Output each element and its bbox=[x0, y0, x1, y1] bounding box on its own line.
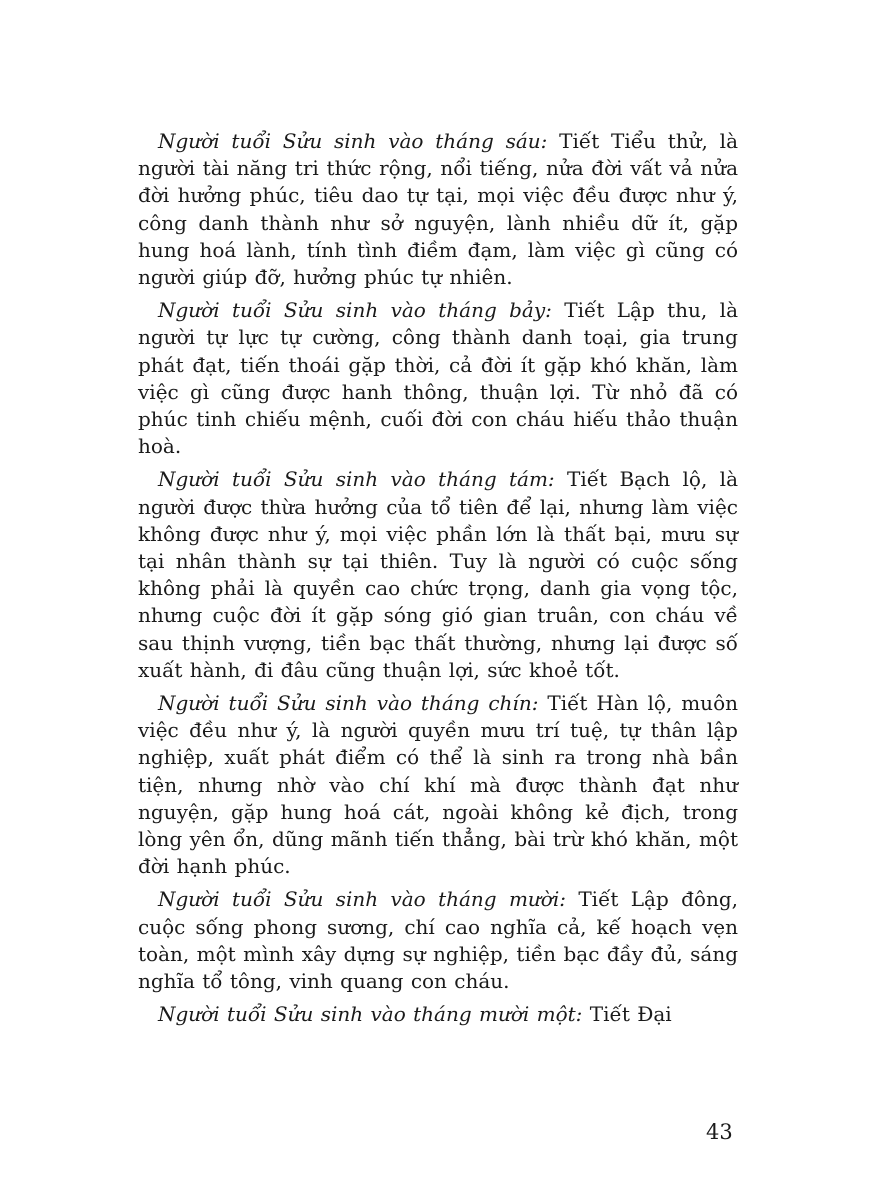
paragraph-month-7 bbox=[138, 297, 738, 460]
paragraph-lead: Người tuổi Sửu sinh vào tháng tám: bbox=[158, 467, 555, 492]
paragraph-text: Tiết Đại bbox=[582, 1002, 672, 1027]
paragraph-month-10 bbox=[138, 886, 738, 995]
paragraph-lead: Người tuổi Sửu sinh vào tháng mười một: bbox=[158, 1002, 583, 1027]
paragraph-text: Tiết Hàn lộ, muôn việc đều như ý, là người quyền mưu trí tuệ, tự thân lập nghiệp, xuất phát điểm có thể là sinh ra trong nhà bần tiện, nhưng nhờ vào chí khí mà được thành đạt như nguyện, gặp hung hoá cát, ngoài không kẻ địch, trong lòng yên ổn, dũng mãnh tiến thẳng, bài trừ khó khăn, một đời hạnh phúc. bbox=[138, 691, 738, 879]
page-body bbox=[138, 128, 738, 1035]
paragraph-lead: Người tuổi Sửu sinh vào tháng sáu: bbox=[158, 129, 548, 153]
page-number: 43 bbox=[706, 1120, 733, 1144]
paragraph-lead: Người tuổi Sửu sinh vào tháng bảy: bbox=[158, 298, 552, 323]
paragraph-lead: Người tuổi Sửu sinh vào tháng chín: bbox=[158, 691, 539, 716]
paragraph-month-6 bbox=[138, 128, 738, 291]
paragraph-month-9 bbox=[138, 690, 738, 880]
paragraph-month-8 bbox=[138, 466, 738, 684]
paragraph-text: Tiết Tiểu thử, là người tài năng tri thức rộng, nổi tiếng, nửa đời vất vả nửa đời hưởng phúc, tiêu dao tự tại, mọi việc đều được như ý, công danh thành như sở nguyện, lành nhiều dữ ít, gặp hung hoá lành, tính tình điềm đạm, làm việc gì cũng có người giúp đỡ, hưởng phúc tự nhiên. bbox=[138, 129, 738, 290]
paragraph-text: Tiết Lập đông, cuộc sống phong sương, chí cao nghĩa cả, kế hoạch vẹn toàn, một mình xây dựng sự nghiệp, tiền bạc đầy đủ, sáng nghĩa tổ tông, vinh quang con cháu. bbox=[138, 887, 739, 994]
paragraph-lead: Người tuổi Sửu sinh vào tháng mười: bbox=[158, 887, 566, 912]
paragraph-month-11 bbox=[138, 1001, 738, 1028]
paragraph-text: Tiết Lập thu, là người tự lực tự cường, công thành danh toại, gia trung phát đạt, tiến thoái gặp thời, cả đời ít gặp khó khăn, làm việc gì cũng được hanh thông, thuận lợi. Từ nhỏ đã có phúc tinh chiếu mệnh, cuối đời con cháu hiếu thảo thuận hoà. bbox=[138, 298, 738, 459]
paragraph-text: Tiết Bạch lộ, là người được thừa hưởng của tổ tiên để lại, nhưng làm việc không được như ý, mọi việc phần lớn là thất bại, mưu sự tại nhân thành sự tại thiên. Tuy là người có cuộc sống không phải là quyền cao chức trọng, danh gia vọng tộc, nhưng cuộc đời ít gặp sóng gió gian truân, con cháu về sau thịnh vượng, tiền bạc thất thường, nhưng lại được số xuất hành, đi đâu cũng thuận lợi, sức khoẻ tốt. bbox=[138, 467, 739, 682]
